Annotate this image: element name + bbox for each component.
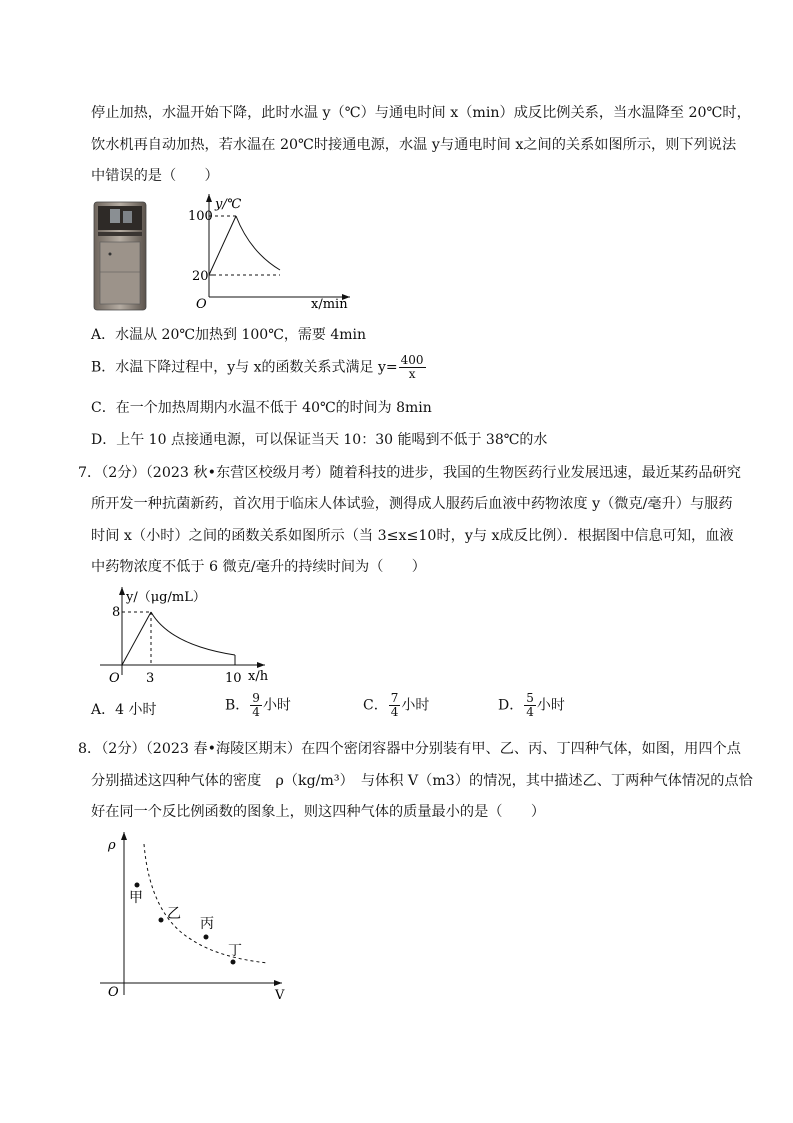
- q7-option-b-label: B．: [225, 697, 250, 714]
- q7-option-d-label: D．: [498, 697, 524, 714]
- q7-text-line-1-body: （2分）（2023 秋•东营区校级月考）随着科技的进步，我国的生物医药行业发展迅速，最近某药品研究: [101, 465, 741, 481]
- q6-option-b-denominator: x: [408, 367, 416, 381]
- q7-option-d-numerator: 5: [526, 691, 534, 705]
- q6-text-line-1: 停止加热，水温开始下降，此时水温 y（℃）与通电时间 x（min）成反比例关系，当水温降至 20℃时，: [91, 105, 751, 121]
- q7-option-b-fraction: [250, 692, 262, 719]
- q7-y-axis-label: y/（μg/mL）: [126, 590, 206, 605]
- q6-option-d: D．上午 10 点接通电源，可以保证当天 10：30 能喝到不低于 38℃的水: [91, 432, 548, 448]
- water-dispenser-image: [88, 198, 154, 316]
- q7-option-b-denominator: 4: [252, 705, 260, 719]
- q7-text-line-2: 所开发一种抗菌新药，首次用于临床人体试验，测得成人服药后血液中药物浓度 y（微克/毫升）与服药: [91, 496, 733, 512]
- q8-text-line-3: 好在同一个反比例函数的图象上，则这四种气体的质量最小的是（ ）: [91, 804, 546, 820]
- q7-option-c: [363, 692, 429, 719]
- q6-tick-100: 100: [188, 209, 213, 224]
- q8-number: 8．: [78, 741, 102, 757]
- q6-text-line-2: 饮水机再自动加热，若水温在 20℃时接通电源，水温 y与通电时间 x之间的关系如图所示，则下列说法: [91, 137, 737, 153]
- q7-option-c-unit: 小时: [401, 697, 430, 714]
- q8-point-ding: 丁: [228, 943, 242, 959]
- q7-tick-10: 10: [225, 671, 242, 686]
- q7-option-b-unit: 小时: [262, 697, 291, 714]
- q7-tick-3: 3: [146, 671, 155, 686]
- q8-text-line-2: 分别描述这四种气体的密度 ρ（kg/m³） 与体积 V（m3）的情况，其中描述乙、丁两种气体情况的点恰: [91, 773, 753, 789]
- q6-option-b-numerator: 400: [400, 353, 424, 367]
- q7-option-b: [225, 692, 291, 719]
- q7-option-d-denominator: 4: [526, 705, 534, 719]
- q6-x-axis-label: x/min: [311, 297, 348, 312]
- q7-option-c-denominator: 4: [390, 705, 399, 719]
- q6-option-b-fraction: [399, 354, 426, 381]
- q8-text-line-1: [78, 739, 741, 759]
- q7-origin-label: O: [109, 671, 120, 686]
- q8-point-jia: 甲: [129, 890, 143, 906]
- q7-option-c-fraction: [389, 692, 401, 719]
- q6-option-a: A．水温从 20℃加热到 100℃，需要 4min: [91, 327, 366, 343]
- q7-option-d-fraction: [524, 692, 536, 719]
- q8-graph: [100, 830, 290, 1005]
- q7-text-line-3: 时间 x（小时）之间的函数关系如图所示（当 3≤x≤10时，y与 x成反比例）．根据图中信息可知，血液: [91, 528, 734, 544]
- q6-text-line-3: 中错误的是（ ）: [91, 168, 219, 184]
- q7-option-d: [498, 692, 565, 719]
- q8-text-line-1-body: （2分）（2023 春•海陵区期末）在四个密闭容器中分别装有甲、乙、丙、丁四种气体，如图，用四个点: [101, 741, 741, 757]
- q6-option-b-text: B．水温下降过程中，y与 x的函数关系式满足 y=: [91, 359, 398, 376]
- q6-graph: [180, 192, 355, 312]
- q6-tick-20: 20: [192, 269, 209, 284]
- q6-origin-label: O: [196, 297, 207, 312]
- q6-option-c: C．在一个加热周期内水温不低于 40℃的时间为 8min: [91, 400, 432, 416]
- q7-text-line-1: [78, 463, 741, 483]
- q8-y-axis-label: ρ: [108, 838, 116, 853]
- q7-option-a: A．4 小时: [91, 702, 157, 718]
- q7-number: 7．: [78, 465, 102, 481]
- q7-option-c-label: C．: [363, 697, 388, 714]
- q7-x-axis-label: x/h: [248, 669, 269, 684]
- q7-text-line-4: 中药物浓度不低于 6 微克/毫升的持续时间为（ ）: [91, 559, 426, 575]
- q7-option-d-unit: 小时: [536, 697, 565, 714]
- q7-option-c-numerator: 7: [390, 691, 399, 705]
- q8-point-bing: 丙: [200, 916, 214, 932]
- q7-graph: [100, 585, 270, 690]
- q6-option-b: [91, 354, 427, 381]
- q8-x-axis-label: V: [275, 988, 285, 1003]
- q6-y-axis-label: y/℃: [215, 197, 242, 212]
- q8-origin-label: O: [108, 985, 119, 1000]
- q8-point-yi: 乙: [167, 906, 181, 922]
- q7-option-b-numerator: 9: [252, 691, 260, 705]
- q7-tick-8: 8: [112, 605, 121, 620]
